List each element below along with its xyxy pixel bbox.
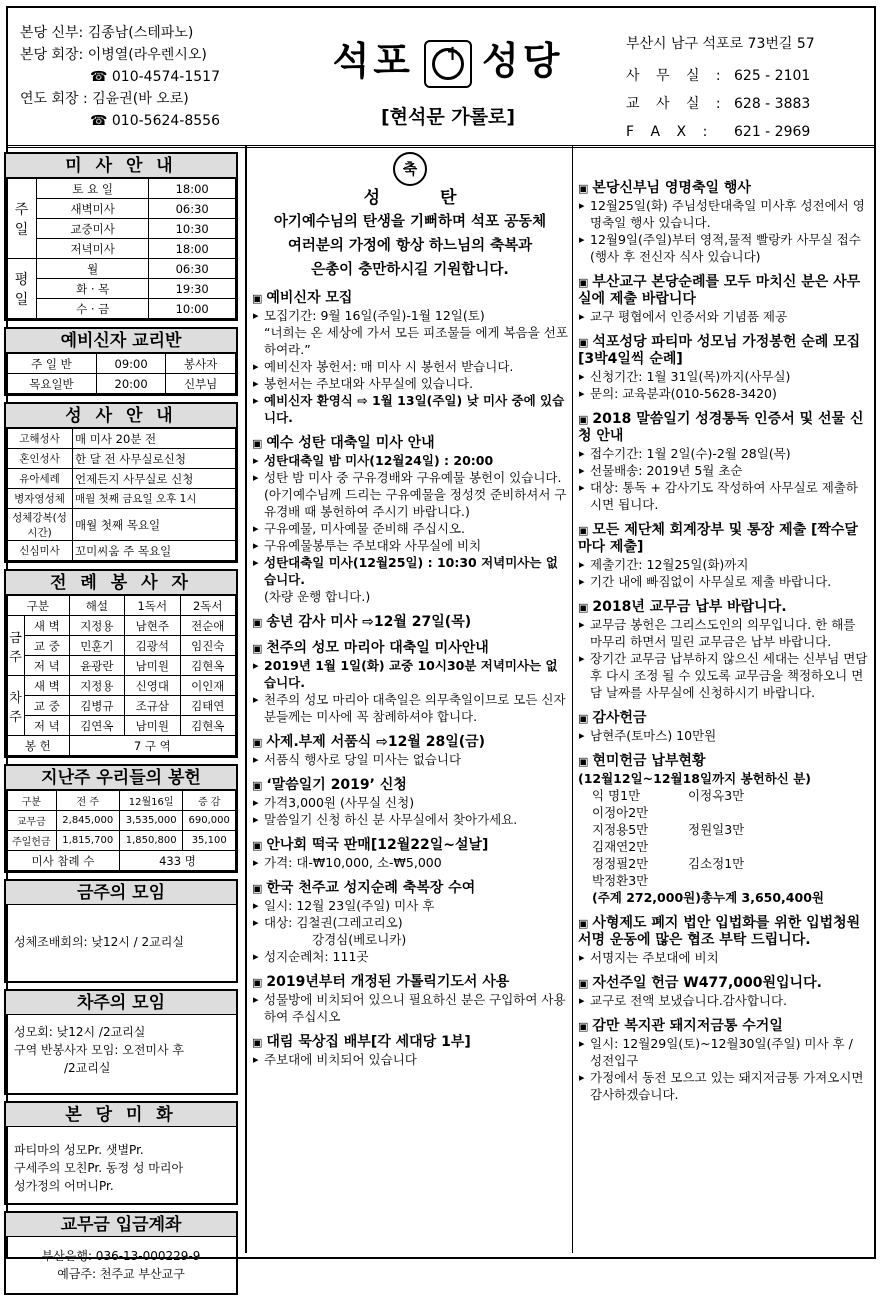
liturgy-servers [4, 569, 238, 758]
notice-word-diary: ▣ ‘말씀일기 2019’ 신청 ▸ 가격3,000원 (사무실 신청) ▸ 말씀일기 신청 하신 분 사무실에서 찾아가세요. [252, 777, 568, 828]
greeting-line: 은총이 충만하시길 기원합니다. [311, 262, 509, 278]
notice-heading: 사형제도 폐지 법안 입법화를 위한 입법청원 서명 운동에 많은 협조 부탁 드립니다. [578, 915, 861, 948]
notice-heading: 천주의 성모 마리아 대축일 미사안내 [266, 640, 489, 656]
notice-item: ▸ 성지순례처: 111곳 [252, 948, 568, 965]
class-name: 목요일반 [7, 374, 97, 394]
memorial-phone: ☎ 010-5624-8556 [90, 113, 220, 129]
notice-item: ▸ 일시: 12월29일(토)~12월30일(주일) 미사 후 / 성전입구 [578, 1035, 868, 1069]
notice-item: ▸ 가격3,000원 (사무실 신청) [252, 794, 568, 811]
notice-item: ▸ 예비신자 봉헌서: 매 미사 시 봉헌서 받습니다. [252, 358, 568, 375]
server-name: 김광석 [125, 636, 180, 656]
notice-item: ▸ 신청기간: 1월 31일(목)까지(사무실) [578, 368, 868, 385]
mass-slot: 교 중 [25, 696, 70, 716]
mass-title: 미 사 안 내 [6, 154, 236, 178]
patron-subtitle: [현석문 가롤로] [380, 105, 516, 128]
sunday-label: 주일 [7, 179, 37, 259]
office-phone: 625 - 2101 [734, 68, 811, 84]
notice-catechumen: ▣ 예비신자 모집 ▸ 모집기간: 9월 16일(주일)-1월 12일(토) “너희는 온 세상에 가서 모든 피조물들 에게 복음을 선포하여라.” ▸ 예비신자 봉헌서: 매 미사 시 봉헌서 받습니다. ▸ 봉헌서는 주보대와 사무실에 있습니다. ▸ 예비신자 환영식 ⇨ 1월 13일(주일) 낮 미사 중에 있습니다. [252, 290, 568, 426]
server-name: 지정용 [69, 616, 124, 636]
notice-pilgrimage-award: ▣ 한국 천주교 성지순례 축복장 수여 ▸ 일시: 12월 23일(주일) 미사 후 ▸ 대상: 김철권(그레고리오) 강경심(베로니카) ▸ 성지순례처: 111곳 [252, 880, 568, 965]
notice-item: ▸ 2019년 1월 1일(화) 교중 10시30분 저녁미사는 없습니다. [252, 657, 568, 691]
notice-heading: 감만 복지관 돼지저금통 수거일 [592, 1018, 783, 1034]
offering-value: 2,845,000 [56, 811, 119, 831]
bank-account [4, 1211, 238, 1295]
meeting-line: 구역 반봉사자 모임: 오전미사 후 [14, 1043, 184, 1057]
server-name: 김태연 [180, 696, 235, 716]
mass-time: 06:30 [149, 259, 236, 279]
mass-slot: 새 벽 [25, 676, 70, 696]
notice-item: ▸ 가정에서 동전 모으고 있는 돼지저금통 가져오시면 감사하겠습니다. [578, 1069, 868, 1103]
praesidium-line: 파티마의 성모Pr. 샛별Pr. [14, 1143, 144, 1157]
fax-label: F A X : [626, 124, 714, 140]
next-week-title: 차주의 모임 [6, 991, 236, 1015]
sacrament-detail: 꼬미씨움 주 목요일 [73, 541, 236, 561]
server-name: 남현주 [125, 616, 180, 636]
notice-item: ▸ 교구로 전액 보냈습니다.감사합니다. [578, 992, 868, 1009]
notice-item: ▸ 제출기간: 12월25일(화)까지 [578, 556, 868, 573]
notice-item: ▸ 12월9일(주일)부터 영적,물적 빨랑카 사무실 접수(행사 후 전신자 식사 있습니다) [578, 231, 868, 265]
notice-item: ▸ 12월25일(화) 주님성탄대축일 미사후 성전에서 영명축일 행사 있습니다. [578, 197, 868, 231]
account-holder: 예금주: 천주교 부산교구 [57, 1267, 185, 1281]
mass-time: 18:00 [149, 179, 236, 199]
contact-info [626, 30, 815, 146]
donor: 익 명1만 [592, 788, 641, 803]
mass-slot: 저 녁 [25, 716, 70, 736]
notice-item: ▸ 성탄대축일 미사(12월25일) : 10:30 저녁미사는 없습니다. [252, 554, 568, 588]
christmas-word: 성탄 [363, 188, 517, 208]
notice-item: ▸ 천주의 성모 마리아 대축일은 의무축일이므로 모든 신자 분들께는 미사에 꼭 참례하셔야 합니다. [252, 691, 568, 725]
sacrament-name: 고해성사 [7, 429, 73, 449]
teacher-room-label: 교 사 실 : [626, 96, 727, 112]
server-name: 이인재 [180, 676, 235, 696]
praesidia-title: 본 당 미 화 [6, 1103, 236, 1127]
address: 부산시 남구 석포로 73번길 57 [626, 36, 815, 52]
sacrament-name: 혼인성사 [7, 449, 73, 469]
class-time: 09:00 [96, 354, 165, 374]
notice-christmas-mass: ▣ 예수 성탄 대축일 미사 안내 ▸ 성탄대축일 밤 미사(12월24일) : 20:00 ▸ 성탄 밤 미사 중 구유경배와 구유예물 봉헌이 있습니다. (아기예수님께 드리는 구유예물을 정성껏 준비하셔서 구유경배 때 봉헌하여 주시기 바랍니다.) ▸ 구유예물, 미사예물 준비해 주십시오. ▸ 구유예물봉투는 주보대와 사무실에 비치 ▸ 성탄대축일 미사(12월25일) : 10:30 저녁미사는 없습니다. (차량 운행 합니다.) [252, 435, 568, 605]
col-header: 12월16일 [119, 791, 182, 811]
mass-name: 토 요 일 [37, 179, 149, 199]
group-label: 금주 [7, 616, 25, 676]
notice-item: ▸ 교구 평협에서 인증서와 기념품 제공 [578, 308, 868, 325]
notice-heading: ‘말씀일기 2019’ 신청 [266, 777, 407, 793]
notice-prayer-book: ▣ 2019년부터 개정된 가톨릭기도서 사용 ▸ 성물방에 비치되어 있으니 필요하신 분은 구입하여 사용하여 주십시오 [252, 974, 568, 1025]
column-divider [245, 146, 247, 1253]
sacraments-title: 성 사 안 내 [6, 404, 236, 428]
this-week-text: 성체조배회의: 낮12시 / 2교리실 [14, 935, 184, 949]
server-name: 윤광란 [69, 656, 124, 676]
offering-value: 1,850,800 [119, 831, 182, 851]
christmas-greeting [252, 152, 568, 282]
server-name: 김현옥 [180, 656, 235, 676]
donor: 이정옥3만 [688, 788, 745, 803]
notice-heading: 자선주일 헌금 W477,000원입니다. [592, 975, 822, 991]
notice-rice-cake-sale: ▣ 안나회 떡국 판매[12월22일~설날] ▸ 가격: 대-₩10,000, 소-₩5,000 [252, 837, 568, 871]
catechumen-class [4, 327, 238, 396]
offering-total: (주계 272,000원)총누계 3,650,400원 [592, 890, 824, 905]
notice-item: ▸ 구유예물, 미사예물 준비해 주십시오. [252, 520, 568, 537]
mass-name: 저녁미사 [37, 239, 149, 259]
notice-parish-dues: ▣ 2018년 교무금 납부 바랍니다. ▸ 교무금 봉헌은 그리스도인의 의무입니다. 한 해를 마무리 하면서 밀린 교무금은 납부 바랍니다. ▸ 장기간 교무금 납부하지 않으신 세대는 신부님 면담 후 다시 조정 될 수 있도록 교무금을 책정하오니 면담 날짜를 사무실에 신청하시기 바랍니다. [578, 599, 868, 701]
parish-praesidia [4, 1101, 238, 1205]
notice-heading: 안나회 떡국 판매[12월22일~설날] [266, 837, 489, 853]
mass-slot: 교 중 [25, 636, 70, 656]
offering-type: 교무금 [7, 811, 57, 831]
notice-heading: 모든 제단체 회계장부 및 통장 제출 [짝수달마다 제출] [578, 522, 858, 555]
sacrament-name: 병자영성체 [7, 489, 73, 509]
middle-column [252, 152, 568, 1077]
notice-item: ▸ 성물방에 비치되어 있으니 필요하신 분은 구입하여 사용하여 주십시오 [252, 991, 568, 1025]
account-title: 교무금 입금계좌 [6, 1213, 236, 1237]
notice-item: 강경심(베로니카) [312, 932, 407, 947]
praesidium-line: 구세주의 모친Pr. 동정 성 마리아 [14, 1161, 184, 1175]
right-column [578, 152, 868, 1112]
pastor-line: 본당 신부: 김종남(스테파노) [20, 25, 194, 41]
parish-title [298, 30, 598, 129]
notice-advent-book: ▣ 대림 묵상집 배부[각 세대당 1부] ▸ 주보대에 비치되어 있습니다 [252, 1034, 568, 1068]
notice-item: ▸ 봉헌서는 주보대와 사무실에 있습니다. [252, 375, 568, 392]
notice-year-end-mass: ▣ 송년 감사 미사 ⇨12월 27일(목) [252, 614, 472, 630]
col-header: 구분 [7, 791, 57, 811]
teacher-room-phone: 628 - 3883 [734, 96, 811, 112]
notice-heading: 2018년 교무금 납부 바랍니다. [592, 599, 787, 615]
donor: 김재연2만 [592, 839, 649, 854]
header [8, 8, 874, 148]
offering-value: 35,100 [183, 831, 236, 851]
praesidium-line: 성가정의 어머니Pr. [14, 1179, 114, 1193]
greeting-line: 여러분의 가정에 항상 하느님의 축복과 [287, 238, 533, 254]
offering-value: 690,000 [183, 811, 236, 831]
notice-charity-sunday: ▣ 자선주일 헌금 W477,000원입니다. ▸ 교구로 전액 보냈습니다.감사합니다. [578, 975, 868, 1009]
sacrament-name: 성체강복(성시간) [7, 509, 73, 541]
offering-value: 3,535,000 [119, 811, 182, 831]
notice-item: ▸ 문의: 교육분과(010-5628-3420) [578, 385, 868, 402]
left-column [4, 152, 238, 1301]
donor: 김소정1만 [688, 856, 745, 871]
notice-item: (차량 운행 합니다.) [264, 589, 371, 604]
office-label: 사 무 실 : [626, 68, 727, 84]
notice-item: ▸ 성탄 밤 미사 중 구유경배와 구유예물 봉헌이 있습니다. [252, 469, 568, 486]
group-label: 차주 [7, 676, 25, 736]
notice-heading: 대림 묵상집 배부[각 세대당 1부] [266, 1034, 471, 1050]
celebration-mark-icon: 축 [393, 152, 427, 186]
mass-time: 19:30 [149, 279, 236, 299]
class-teacher: 봉사자 [166, 354, 236, 374]
mass-slot: 저 녁 [25, 656, 70, 676]
notice-fatima-visit: ▣ 석포성당 파티마 성모님 가정봉헌 순례 모집[3박4일씩 순례] ▸ 신청기간: 1월 31일(목)까지(사무실) ▸ 문의: 교육분과(010-5628-3420) [578, 334, 868, 402]
offering-type: 주일헌금 [7, 831, 57, 851]
server-name: 전순애 [180, 616, 235, 636]
mass-name: 새벽미사 [37, 199, 149, 219]
weekday-label: 평일 [7, 259, 37, 319]
column-divider [572, 146, 573, 1253]
account-number: 부산은행: 036-13-000229-9 [41, 1249, 201, 1263]
notice-item: ▸ 구유예물봉투는 주보대와 사무실에 비치 [252, 537, 568, 554]
mass-time: 06:30 [149, 199, 236, 219]
notice-heading: 2019년부터 개정된 가톨릭기도서 사용 [266, 974, 510, 990]
notice-item: ▸ 장기간 교무금 납부하지 않으신 세대는 신부님 면담 후 다시 조정 될 수 있도록 교무금을 책정하오니 면담 날짜를 사무실에 신청하시기 바랍니다. [578, 650, 868, 701]
server-name: 김병규 [69, 696, 124, 716]
notice-piggy-bank: ▣ 감만 복지관 돼지저금통 수거일 ▸ 일시: 12월29일(토)~12월30일(주일) 미사 후 / 성전입구 ▸ 가정에서 동전 모으고 있는 돼지저금통 가져오시면 감사하겠습니다. [578, 1018, 868, 1103]
notice-heading: 본당신부님 영명축일 행사 [592, 180, 751, 196]
col-header: 전 주 [56, 791, 119, 811]
notice-item: ▸ 모집기간: 9월 16일(주일)-1월 12일(토) [252, 307, 568, 324]
title-part-b: 성당 [482, 39, 564, 83]
notice-subheading: (12월12일~12월18일까지 봉헌하신 분) [578, 771, 812, 786]
sacrament-name: 유아세례 [7, 469, 73, 489]
sacrament-detail: 매 미사 20분 전 [73, 429, 236, 449]
fax-number: 621 - 2969 [734, 124, 811, 140]
staff-info [20, 22, 220, 132]
notice-item: ▸ 성탄대축일 밤 미사(12월24일) : 20:00 [252, 452, 568, 469]
sacraments-info [4, 402, 238, 563]
offering-district: 7 구 역 [69, 736, 235, 756]
donor: 지정용5만 [592, 822, 649, 837]
notice-heading: 송년 감사 미사 ⇨12월 27일(목) [266, 614, 472, 630]
notice-death-penalty: ▣ 사형제도 폐지 법안 입법화를 위한 입법청원 서명 운동에 많은 협조 부탁 드립니다. ▸ 서명지는 주보대에 비치 [578, 915, 868, 966]
notice-parish-pilgrimage: ▣ 부산교구 본당순례를 모두 마치신 분은 사무실에 제출 바랍니다 ▸ 교구 평협에서 인증서와 기념품 제공 [578, 274, 868, 325]
notice-item: ▸ 주보대에 비치되어 있습니다 [252, 1051, 568, 1068]
meeting-line: 성모회: 낮12시 /2교리실 [14, 1025, 146, 1039]
this-week-title: 금주의 모임 [6, 881, 236, 905]
sacrament-detail: 언제든지 사무실로 신청 [73, 469, 236, 489]
sacrament-detail: 매월 첫째 목요일 [73, 509, 236, 541]
meeting-line: /2교리실 [64, 1061, 111, 1075]
notice-thanks-offering: ▣ 감사헌금 ▸ 남현주(토마스) 10만원 [578, 710, 868, 744]
col-header: 해설 [69, 596, 124, 616]
server-name: 지정용 [69, 676, 124, 696]
notice-pastor-feast: ▣ 본당신부님 영명축일 행사 ▸ 12월25일(화) 주님성탄대축일 미사후 성전에서 영명축일 행사 있습니다. ▸ 12월9일(주일)부터 영적,물적 빨랑카 사무실 접수(행사 후 전신자 식사 있습니다) [578, 180, 868, 265]
notice-item: ▸ 일시: 12월 23일(주일) 미사 후 [252, 897, 568, 914]
notice-item: ▸ 서명지는 주보대에 비치 [578, 949, 868, 966]
notice-item: ▸ 말씀일기 신청 하신 분 사무실에서 찾아가세요. [252, 811, 568, 828]
sacrament-detail: 매월 첫째 금요일 오후 1시 [73, 489, 236, 509]
notice-heading: 예수 성탄 대축일 미사 안내 [266, 435, 435, 451]
president-phone: ☎ 010-4574-1517 [90, 69, 220, 85]
col-header: 구분 [7, 596, 70, 616]
offering-label: 봉 헌 [7, 736, 70, 756]
mass-name: 교중미사 [37, 219, 149, 239]
donor: 정원일3만 [688, 822, 745, 837]
server-name: 남미원 [125, 656, 180, 676]
attendance-label: 미사 참례 수 [7, 851, 120, 871]
server-name: 김연옥 [69, 716, 124, 736]
mass-time: 10:00 [149, 299, 236, 319]
donor: 박정환3만 [592, 873, 649, 888]
notice-heading: 부산교구 본당순례를 모두 마치신 분은 사무실에 제출 바랍니다 [578, 274, 861, 307]
notice-item: (아기예수님께 드리는 구유예물을 정성껏 준비하셔서 구유경배 때 봉헌하여 주시기 바랍니다.) [264, 487, 567, 519]
notice-rice-offering: ▣ 현미헌금 납부현황 (12월12일~12월18일까지 봉헌하신 분) 익 명1만 이정옥3만이정아2만 지정용5만 정원일3만김재연2만 정정필2만 김소정1만박정환3만 (주계 272,000원)총누계 3,650,400원 [578, 753, 868, 906]
notice-item: ▸ 교무금 봉헌은 그리스도인의 의무입니다. 한 해를 마무리 하면서 밀린 교무금은 납부 바랍니다. [578, 616, 868, 650]
col-header: 2독서 [180, 596, 235, 616]
notice-heading: 현미헌금 납부현황 [592, 753, 706, 769]
this-week-meetings [4, 879, 238, 983]
president-line: 본당 회장: 이병열(라우렌시오) [20, 47, 207, 63]
notice-accounting: ▣ 모든 제단체 회계장부 및 통장 제출 [짝수달마다 제출] ▸ 제출기간: 12월25일(화)까지 ▸ 기간 내에 빠짐없이 사무실로 제출 바랍니다. [578, 522, 868, 590]
sacrament-name: 신심미사 [7, 541, 73, 561]
notice-mary-mass: ▣ 천주의 성모 마리아 대축일 미사안내 ▸ 2019년 1월 1일(화) 교중 10시30분 저녁미사는 없습니다. ▸ 천주의 성모 마리아 대축일은 의무축일이므로 모든 신자 분들께는 미사에 꼭 참례하셔야 합니다. [252, 640, 568, 725]
notice-item: ▸ 대상: 통독 + 감사기도 작성하여 사무실로 제출하시면 됩니다. [578, 479, 868, 513]
notice-item: ▸ 남현주(토마스) 10만원 [578, 727, 868, 744]
memorial-president-line: 연도 회장 : 김윤권(바 오로) [20, 91, 189, 107]
title-part-a: 석포 [332, 39, 414, 83]
notice-bible-reading: ▣ 2018 말씀일기 성경통독 인증서 및 선물 신청 안내 ▸ 접수기간: 1월 2일(수)-2월 28일(목) ▸ 선물배송: 2019년 5월 초순 ▸ 대상: 통독 + 감사기도 작성하여 사무실로 제출하시면 됩니다. [578, 411, 868, 513]
attendance-value: 433 명 [119, 851, 235, 871]
notice-heading: 한국 천주교 성지순례 축복장 수여 [266, 880, 476, 896]
notice-heading: 감사헌금 [592, 710, 647, 726]
class-time: 20:00 [96, 374, 165, 394]
notice-item: ▸ 가격: 대-₩10,000, 소-₩5,000 [252, 854, 568, 871]
class-teacher: 신부님 [166, 374, 236, 394]
catechumen-title: 예비신자 교리반 [6, 329, 236, 353]
server-name: 민훈기 [69, 636, 124, 656]
mass-slot: 새 벽 [25, 616, 70, 636]
notice-heading: 예비신자 모집 [266, 290, 353, 306]
sacrament-detail: 한 달 전 사무실로신청 [73, 449, 236, 469]
server-name: 김현옥 [180, 716, 235, 736]
offering-summary [4, 764, 238, 873]
class-name: 주 일 반 [7, 354, 97, 374]
server-name: 남미원 [125, 716, 180, 736]
offering-value: 1,815,700 [56, 831, 119, 851]
mass-name: 수 · 금 [37, 299, 149, 319]
mass-name: 화 · 목 [37, 279, 149, 299]
notice-heading: 사제.부제 서품식 ⇨12월 28일(금) [266, 734, 486, 750]
notice-heading: 2018 말씀일기 성경통독 인증서 및 선물 신청 안내 [578, 411, 864, 444]
offering-title: 지난주 우리들의 봉헌 [6, 766, 236, 790]
server-name: 임진숙 [180, 636, 235, 656]
notice-item: ▸ 서품식 행사로 당일 미사는 없습니다 [252, 751, 568, 768]
mass-name: 월 [37, 259, 149, 279]
notice-item: ▸ 기간 내에 빠짐없이 사무실로 제출 바랍니다. [578, 573, 868, 590]
mass-schedule [4, 152, 238, 321]
notice-item: ▸ 접수기간: 1월 2일(수)-2월 28일(목) [578, 445, 868, 462]
server-name: 신영대 [125, 676, 180, 696]
next-week-meetings [4, 989, 238, 1095]
notice-item: ▸ 대상: 김철권(그레고리오) [252, 914, 568, 931]
donor: 정정필2만 [592, 856, 649, 871]
servers-title: 전 례 봉 사 자 [6, 571, 236, 595]
mass-time: 10:30 [149, 219, 236, 239]
donor: 이정아2만 [592, 805, 649, 820]
notice-ordination: ▣ 사제.부제 서품식 ⇨12월 28일(금) ▸ 서품식 행사로 당일 미사는 없습니다 [252, 734, 568, 768]
notice-item: ▸ 선물배송: 2019년 5월 초순 [578, 462, 868, 479]
server-name: 조규삼 [125, 696, 180, 716]
greeting-line: 아기예수님의 탄생을 기뻐하며 석포 공동체 [273, 214, 547, 230]
parish-logo-icon: ✝ [424, 40, 472, 88]
col-header: 1독서 [125, 596, 180, 616]
notice-item: ▸ 예비신자 환영식 ⇨ 1월 13일(주일) 낮 미사 중에 있습니다. [252, 392, 568, 426]
col-header: 증 감 [183, 791, 236, 811]
mass-time: 18:00 [149, 239, 236, 259]
notice-item: “너희는 온 세상에 가서 모든 피조물들 에게 복음을 선포하여라.” [264, 325, 568, 357]
notice-heading: 석포성당 파티마 성모님 가정봉헌 순례 모집[3박4일씩 순례] [578, 334, 861, 367]
